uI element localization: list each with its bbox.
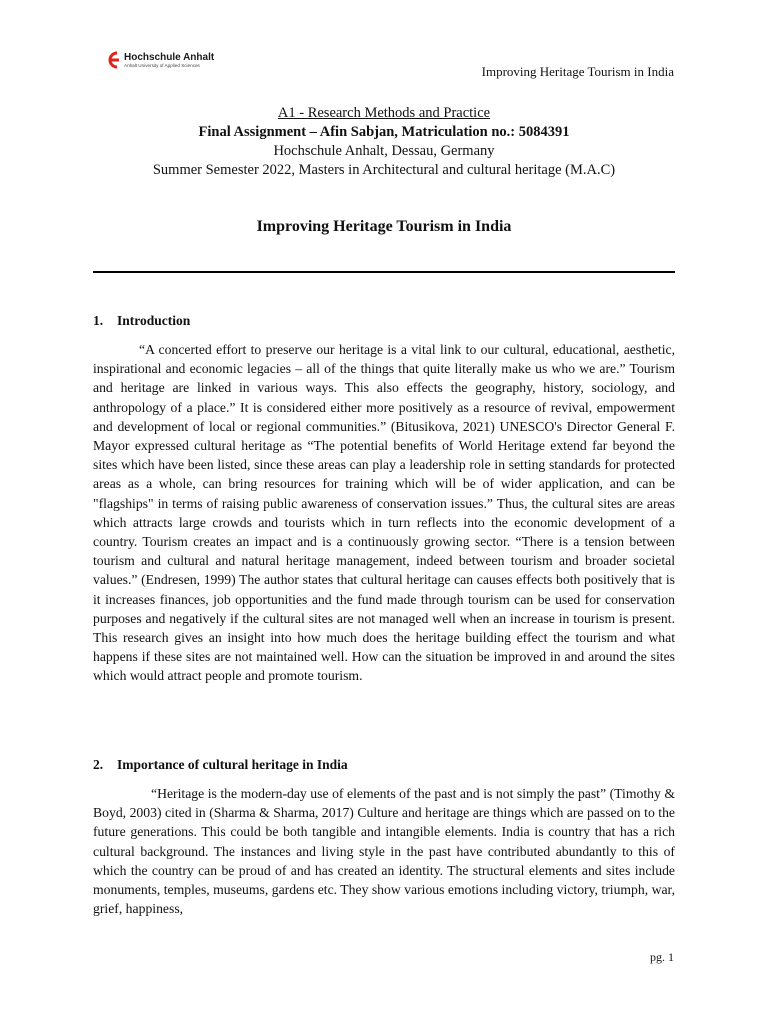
title-divider [93,271,675,273]
course-title: A1 - Research Methods and Practice [277,105,491,121]
assignment-line: Final Assignment – Afin Sabjan, Matriculation no.: 5084391 [198,124,570,140]
section-title: Importance of cultural heritage in India [117,757,348,772]
hochschule-anhalt-logo-icon [104,50,120,70]
semester-line: Summer Semester 2022, Masters in Architectural and cultural heritage (M.A.C) [152,162,616,178]
logo-name: Hochschule Anhalt [124,51,215,63]
logo-subtitle: Anhalt University of Applied Sciences [124,62,200,68]
importance-paragraph: “Heritage is the modern-day use of elements of the past and is not simply the past” (Timothy & Boyd, 2003) cited in (Sharma & Sharma, 2017) Culture and heritage are things which are passed on to the future generations. This could be both tangible and intangible elements. India is country that has a rich cultural background. The instances and living style in the past have contributed abundantly to this of which the country can be proud of and has created an identity. The structural elements and sites include monuments, temples, museums, gardens etc. They show various emotions including victory, triumph, war, grief, happiness, [93,786,675,917]
section-number: 2. [93,757,104,772]
section-number: 1. [93,313,104,328]
section-heading-importance [93,757,348,773]
university-logo [104,50,214,70]
document-title: Improving Heritage Tourism in India [256,218,512,235]
section-heading-introduction [93,313,190,329]
title-block [93,104,675,180]
page-number: pg. 1 [650,950,674,964]
running-header-title: Improving Heritage Tourism in India [481,64,674,79]
section-title: Introduction [117,313,191,328]
introduction-paragraph: “A concerted effort to preserve our heritage is a vital link to our cultural, educational, aesthetic, inspirational and economic legacies – all of the things that quite literally make us who we are.” Tourism and heritage are linked in various ways. This also effects the geography, history, sociology, and anthropology of a place.” It is considered either more positively as a resource of revival, empowerment and development of local or regional communities.” (Bitusikova, 2021) UNESCO's Director General F. Mayor expressed cultural heritage as “The potential benefits of World Heritage extend far beyond the sites which have been listed, since these areas can play a leadership role in setting standards for protected areas as a whole, can bring resources for training which will be of wider application, and can be "flagships" in terms of raising public awareness of conservation issues.” Thus, the cultural sites are areas which attracts large crowds and tourists which in turn reflects into the economic development of a country. Tourism creates an impact and is a continuously growing sector. “There is a tension between tourism and cultural and natural heritage management, indeed between tourism and broader societal values.” (Endresen, 1999) The author states that cultural heritage can causes effects both positively that is it increases finances, job opportunities and the fund made through tourism can be used for conservation purposes and negatively if the cultural sites are not managed well when an increase in tourism is present. This research gives an insight into how much does the heritage building effect the tourism and what happens if these sites are not maintained well. How can the situation be improved in and around the sites which would attract people and promote tourism. [93,342,675,684]
institution-line: Hochschule Anhalt, Dessau, Germany [273,143,495,159]
